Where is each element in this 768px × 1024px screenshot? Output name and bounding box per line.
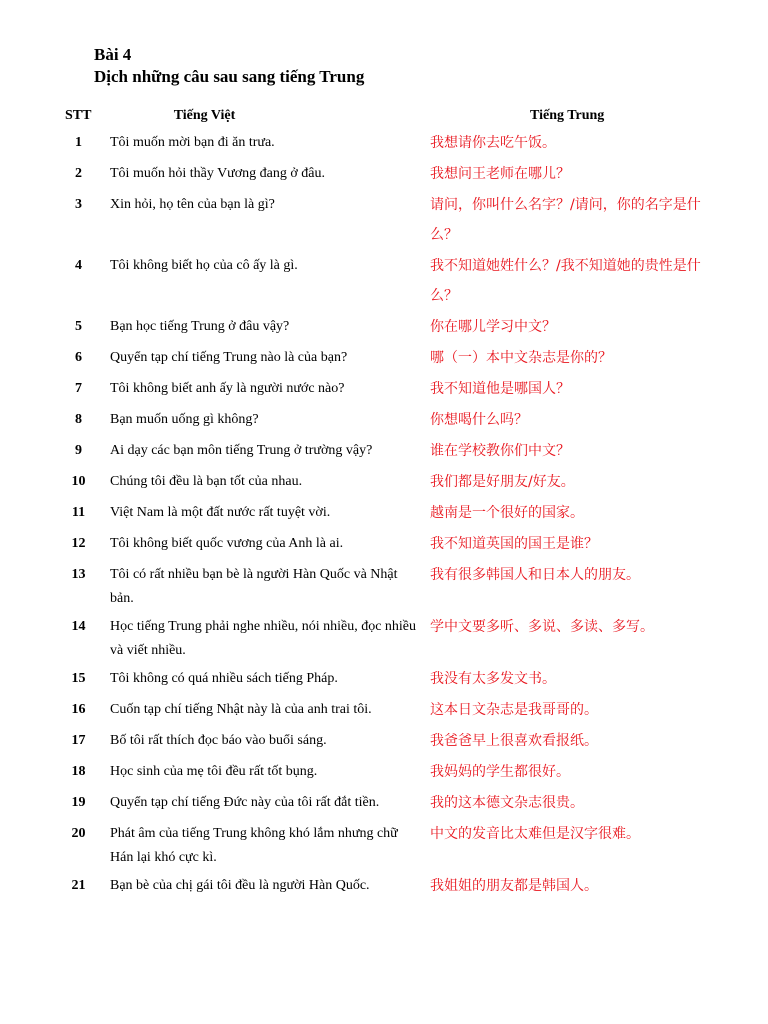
chinese-translation: 哪（一）本中文杂志是你的？ bbox=[430, 350, 612, 366]
chinese-translation: 我妈妈的学生都很好。 bbox=[430, 764, 570, 780]
vietnamese-sentence: Việt Nam là một đất nước rất tuyệt vời. bbox=[110, 505, 331, 520]
row-number: 16 bbox=[71, 702, 86, 717]
table-row bbox=[58, 757, 728, 788]
vietnamese-sentence: Tôi không biết quốc vương của Anh là ai. bbox=[110, 536, 344, 551]
row-number: 3 bbox=[75, 197, 82, 212]
translation-table bbox=[58, 104, 728, 902]
vietnamese-sentence: Học sinh của mẹ tôi đều rất tốt bụng. bbox=[110, 764, 318, 779]
vietnamese-sentence: Học tiếng Trung phải nghe nhiều, nói nhiều, đọc nhiều và viết nhiều. bbox=[110, 619, 417, 658]
chinese-translation: 学中文要多听、多说、多读、多写。 bbox=[430, 619, 654, 635]
table-row bbox=[58, 312, 728, 343]
row-number: 4 bbox=[75, 258, 82, 273]
vietnamese-sentence: Cuốn tạp chí tiếng Nhật này là của anh trai tôi. bbox=[110, 702, 372, 717]
row-number: 6 bbox=[75, 350, 82, 365]
row-number: 12 bbox=[71, 536, 86, 551]
table-header-row bbox=[58, 104, 728, 128]
table-row bbox=[58, 251, 728, 312]
column-header-chinese: Tiếng Trung bbox=[530, 108, 605, 123]
vietnamese-sentence: Tôi không biết anh ấy là người nước nào? bbox=[110, 381, 345, 396]
chinese-translation: 越南是一个很好的国家。 bbox=[430, 505, 584, 521]
table-row bbox=[58, 405, 728, 436]
table-row bbox=[58, 726, 728, 757]
chinese-translation: 中文的发音比太难但是汉字很难。 bbox=[430, 826, 640, 842]
column-header-vietnamese: Tiếng Việt bbox=[173, 108, 236, 123]
chinese-translation: 这本日文杂志是我哥哥的。 bbox=[430, 702, 598, 718]
vietnamese-sentence: Ai dạy các bạn môn tiếng Trung ở trường vậy? bbox=[110, 443, 373, 458]
chinese-translation: 请问，你叫什么名字？/请问，你的名字是什么？ bbox=[430, 197, 701, 243]
vietnamese-sentence: Chúng tôi đều là bạn tốt của nhau. bbox=[110, 474, 303, 489]
row-number: 7 bbox=[75, 381, 82, 396]
chinese-translation: 谁在学校教你们中文？ bbox=[430, 443, 570, 459]
lesson-heading bbox=[94, 44, 364, 88]
row-number: 17 bbox=[71, 733, 86, 748]
row-number: 18 bbox=[71, 764, 86, 779]
vietnamese-sentence: Quyển tạp chí tiếng Trung nào là của bạn? bbox=[110, 350, 348, 365]
row-number: 11 bbox=[71, 505, 86, 520]
chinese-translation: 我没有太多发文书。 bbox=[430, 671, 556, 687]
vietnamese-sentence: Tôi muốn hỏi thầy Vương đang ở đâu. bbox=[110, 166, 326, 181]
chinese-translation: 你想喝什么吗？ bbox=[430, 412, 528, 428]
vietnamese-sentence: Tôi không biết họ của cô ấy là gì. bbox=[110, 258, 298, 273]
chinese-translation: 我不知道英国的国王是谁？ bbox=[430, 536, 598, 552]
vietnamese-sentence: Phát âm của tiếng Trung không khó lắm nhưng chữ Hán lại khó cực kì. bbox=[110, 826, 398, 865]
lesson-instruction: Dịch những câu sau sang tiếng Trung bbox=[94, 67, 365, 86]
vietnamese-sentence: Tôi không có quá nhiều sách tiếng Pháp. bbox=[110, 671, 338, 686]
row-number: 13 bbox=[71, 567, 86, 582]
vietnamese-sentence: Bạn bè của chị gái tôi đều là người Hàn Quốc. bbox=[110, 878, 370, 893]
row-number: 2 bbox=[75, 166, 82, 181]
table-row bbox=[58, 190, 728, 251]
table-row bbox=[58, 612, 728, 664]
vietnamese-sentence: Tôi muốn mời bạn đi ăn trưa. bbox=[110, 135, 275, 150]
vietnamese-sentence: Xin hỏi, họ tên của bạn là gì? bbox=[110, 197, 275, 212]
row-number: 5 bbox=[75, 319, 82, 334]
table-row bbox=[58, 695, 728, 726]
row-number: 10 bbox=[71, 474, 86, 489]
vietnamese-sentence: Bạn học tiếng Trung ở đâu vậy? bbox=[110, 319, 290, 334]
table-row bbox=[58, 529, 728, 560]
chinese-translation: 我姐姐的朋友都是韩国人。 bbox=[430, 878, 598, 894]
column-header-stt: STT bbox=[65, 108, 92, 123]
chinese-translation: 我们都是好朋友/好友。 bbox=[430, 474, 575, 490]
table-row bbox=[58, 374, 728, 405]
row-number: 9 bbox=[75, 443, 82, 458]
table-row bbox=[58, 788, 728, 819]
chinese-translation: 你在哪儿学习中文？ bbox=[430, 319, 556, 335]
table-row bbox=[58, 498, 728, 529]
table-row bbox=[58, 871, 728, 902]
chinese-translation: 我的这本德文杂志很贵。 bbox=[430, 795, 584, 811]
row-number: 1 bbox=[75, 135, 82, 150]
vietnamese-sentence: Bố tôi rất thích đọc báo vào buổi sáng. bbox=[110, 733, 327, 748]
table-row bbox=[58, 467, 728, 498]
chinese-translation: 我爸爸早上很喜欢看报纸。 bbox=[430, 733, 598, 749]
vietnamese-sentence: Tôi có rất nhiều bạn bè là người Hàn Quốc và Nhật bản. bbox=[110, 567, 398, 606]
row-number: 20 bbox=[71, 826, 86, 841]
table-row bbox=[58, 819, 728, 871]
row-number: 19 bbox=[71, 795, 86, 810]
chinese-translation: 我想问王老师在哪儿？ bbox=[430, 166, 570, 182]
chinese-translation: 我想请你去吃午饭。 bbox=[430, 135, 556, 151]
row-number: 14 bbox=[71, 619, 86, 634]
chinese-translation: 我不知道她姓什么？/我不知道她的贵性是什么？ bbox=[430, 258, 701, 304]
table-row bbox=[58, 664, 728, 695]
row-number: 15 bbox=[71, 671, 86, 686]
table-row bbox=[58, 159, 728, 190]
table-row bbox=[58, 128, 728, 159]
lesson-title: Bài 4 bbox=[94, 45, 132, 64]
vietnamese-sentence: Bạn muốn uống gì không? bbox=[110, 412, 259, 427]
row-number: 8 bbox=[75, 412, 82, 427]
table-row bbox=[58, 343, 728, 374]
vietnamese-sentence: Quyển tạp chí tiếng Đức này của tôi rất đắt tiền. bbox=[110, 795, 380, 810]
table-row bbox=[58, 560, 728, 612]
chinese-translation: 我不知道他是哪国人？ bbox=[430, 381, 570, 397]
table-row bbox=[58, 436, 728, 467]
chinese-translation: 我有很多韩国人和日本人的朋友。 bbox=[430, 567, 640, 583]
row-number: 21 bbox=[71, 878, 86, 893]
table-body bbox=[58, 128, 728, 902]
